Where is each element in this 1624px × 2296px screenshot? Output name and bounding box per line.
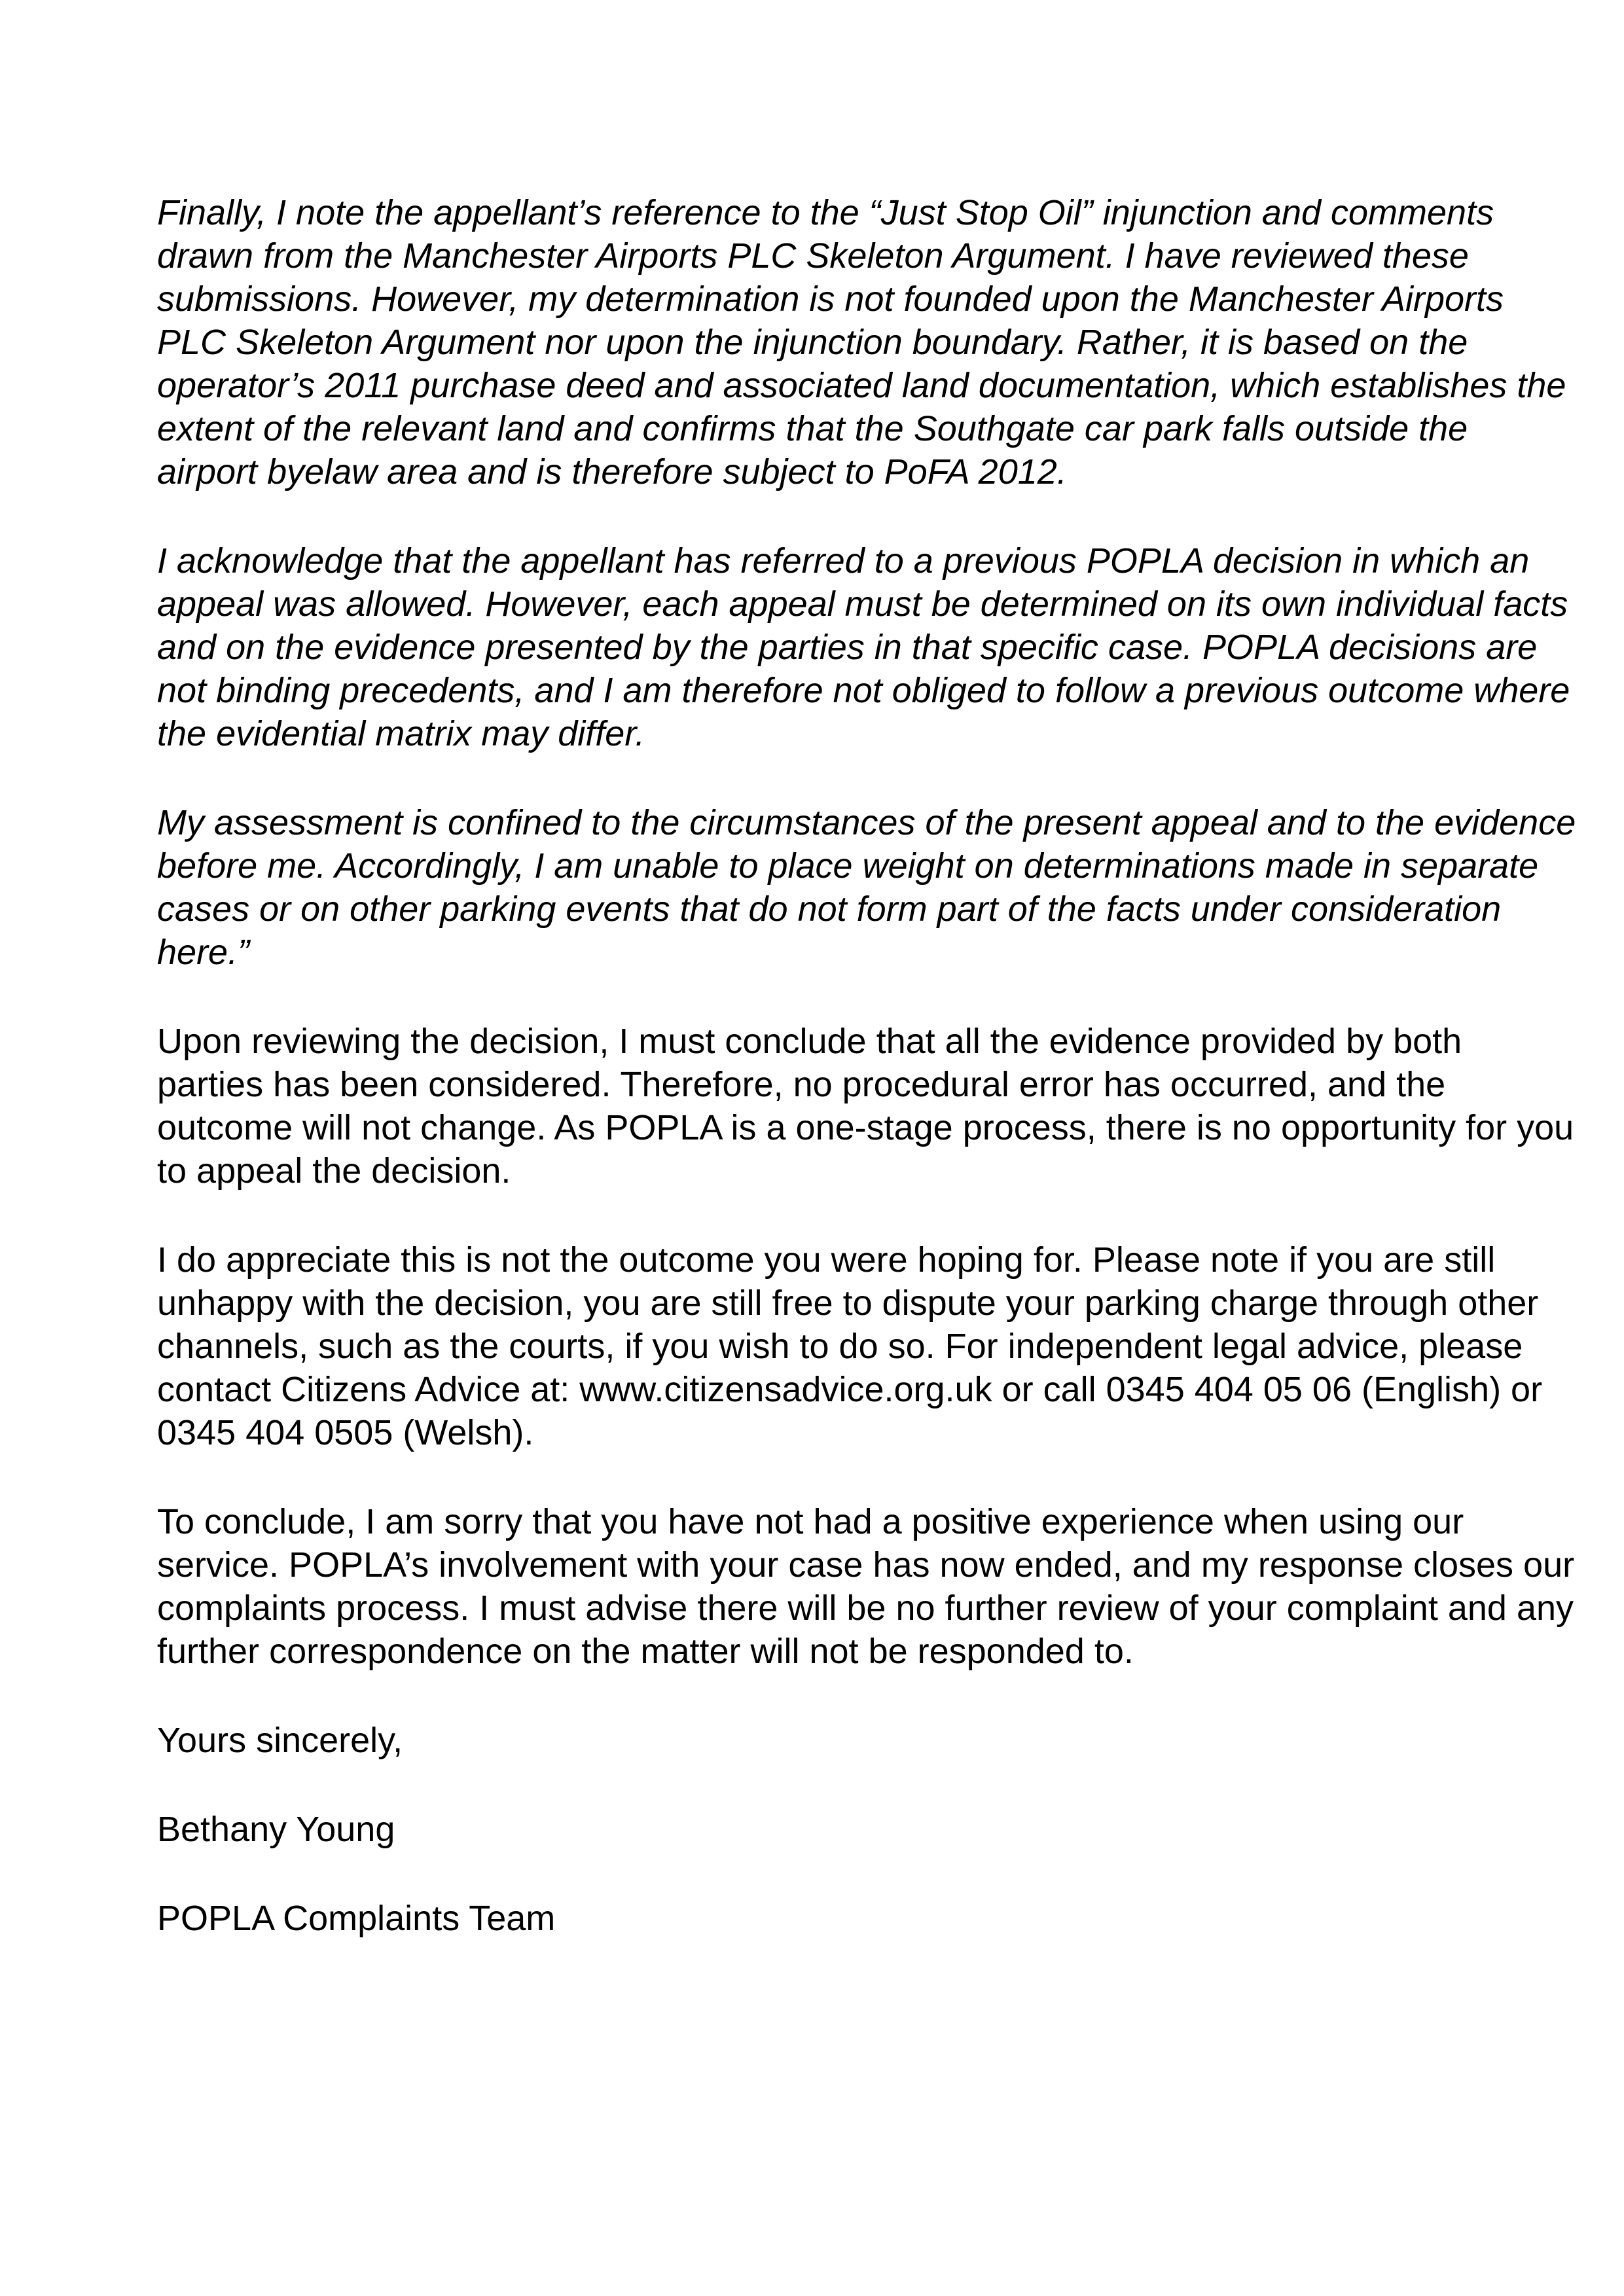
text-line: Yours sincerely,	[157, 1721, 403, 1760]
letter-body	[157, 191, 1576, 1986]
text-line: drawn from the Manchester Airports PLC Skeleton Argument. I have reviewed these	[157, 236, 1469, 276]
text-line: Bethany Young	[157, 1810, 395, 1849]
text-line: here.”	[157, 933, 250, 972]
text-line: PLC Skeleton Argument nor upon the injunction boundary. Rather, it is based on the	[157, 323, 1468, 362]
text-line: I acknowledge that the appellant has referred to a previous POPLA decision in which an	[157, 541, 1530, 581]
text-line: POPLA Complaints Team	[157, 1899, 556, 1938]
body-paragraph-3	[157, 1500, 1575, 1673]
text-line: Upon reviewing the decision, I must conclude that all the evidence provided by both	[157, 1022, 1462, 1061]
text-line: To conclude, I am sorry that you have not had a positive experience when using our	[157, 1502, 1464, 1541]
text-line: not binding precedents, and I am therefore not obliged to follow a previous outcome where	[157, 671, 1570, 710]
text-line: further correspondence on the matter will not be responded to.	[157, 1632, 1134, 1671]
text-line: the evidential matrix may differ.	[157, 714, 645, 753]
text-line: operator’s 2011 purchase deed and associated land documentation, which establishes the	[157, 366, 1566, 405]
text-line: and on the evidence presented by the parties in that specific case. POPLA decisions are	[157, 628, 1538, 667]
text-line: unhappy with the decision, you are still free to dispute your parking charge through other	[157, 1283, 1539, 1323]
text-line: extent of the relevant land and confirms that the Southgate car park falls outside the	[157, 409, 1468, 448]
text-line: I do appreciate this is not the outcome you were hoping for. Please note if you are still	[157, 1240, 1496, 1280]
text-line: airport byelaw area and is therefore subject to PoFA 2012.	[157, 452, 1067, 492]
quoted-paragraph-3	[157, 801, 1576, 974]
text-line: 0345 404 0505 (Welsh).	[157, 1413, 534, 1452]
quoted-paragraph-2	[157, 539, 1570, 755]
text-line: appeal was allowed. However, each appeal must be determined on its own individual facts	[157, 584, 1568, 624]
body-paragraph-1	[157, 1020, 1574, 1193]
text-line: channels, such as the courts, if you wish to do so. For independent legal advice, please	[157, 1327, 1523, 1366]
text-line: Finally, I note the appellant’s reference to the “Just Stop Oil” injunction and comments	[157, 193, 1494, 232]
text-line: parties has been considered. Therefore, no procedural error has occurred, and the	[157, 1065, 1446, 1104]
body-paragraph-2	[157, 1238, 1543, 1454]
text-line: complaints process. I must advise there will be no further review of your complaint and any	[157, 1588, 1574, 1628]
text-line: outcome will not change. As POPLA is a one-stage process, there is no opportunity for you	[157, 1108, 1574, 1147]
signature-name	[157, 1808, 1473, 1851]
closing-salutation	[157, 1719, 1473, 1762]
signature-team	[157, 1897, 1473, 1940]
text-line: service. POPLA’s involvement with your case has now ended, and my response closes our	[157, 1545, 1575, 1585]
text-line: before me. Accordingly, I am unable to place weight on determinations made in separate	[157, 846, 1539, 886]
text-line: My assessment is confined to the circumstances of the present appeal and to the evidence	[157, 803, 1576, 842]
text-line: to appeal the decision.	[157, 1151, 511, 1191]
quoted-paragraph-1	[157, 191, 1566, 493]
text-line: cases or on other parking events that do not form part of the facts under consideration	[157, 889, 1502, 929]
text-line: contact Citizens Advice at: www.citizensadvice.org.uk or call 0345 404 05 06 (English) or	[157, 1370, 1543, 1409]
text-line: submissions. However, my determination is not founded upon the Manchester Airports	[157, 279, 1504, 319]
